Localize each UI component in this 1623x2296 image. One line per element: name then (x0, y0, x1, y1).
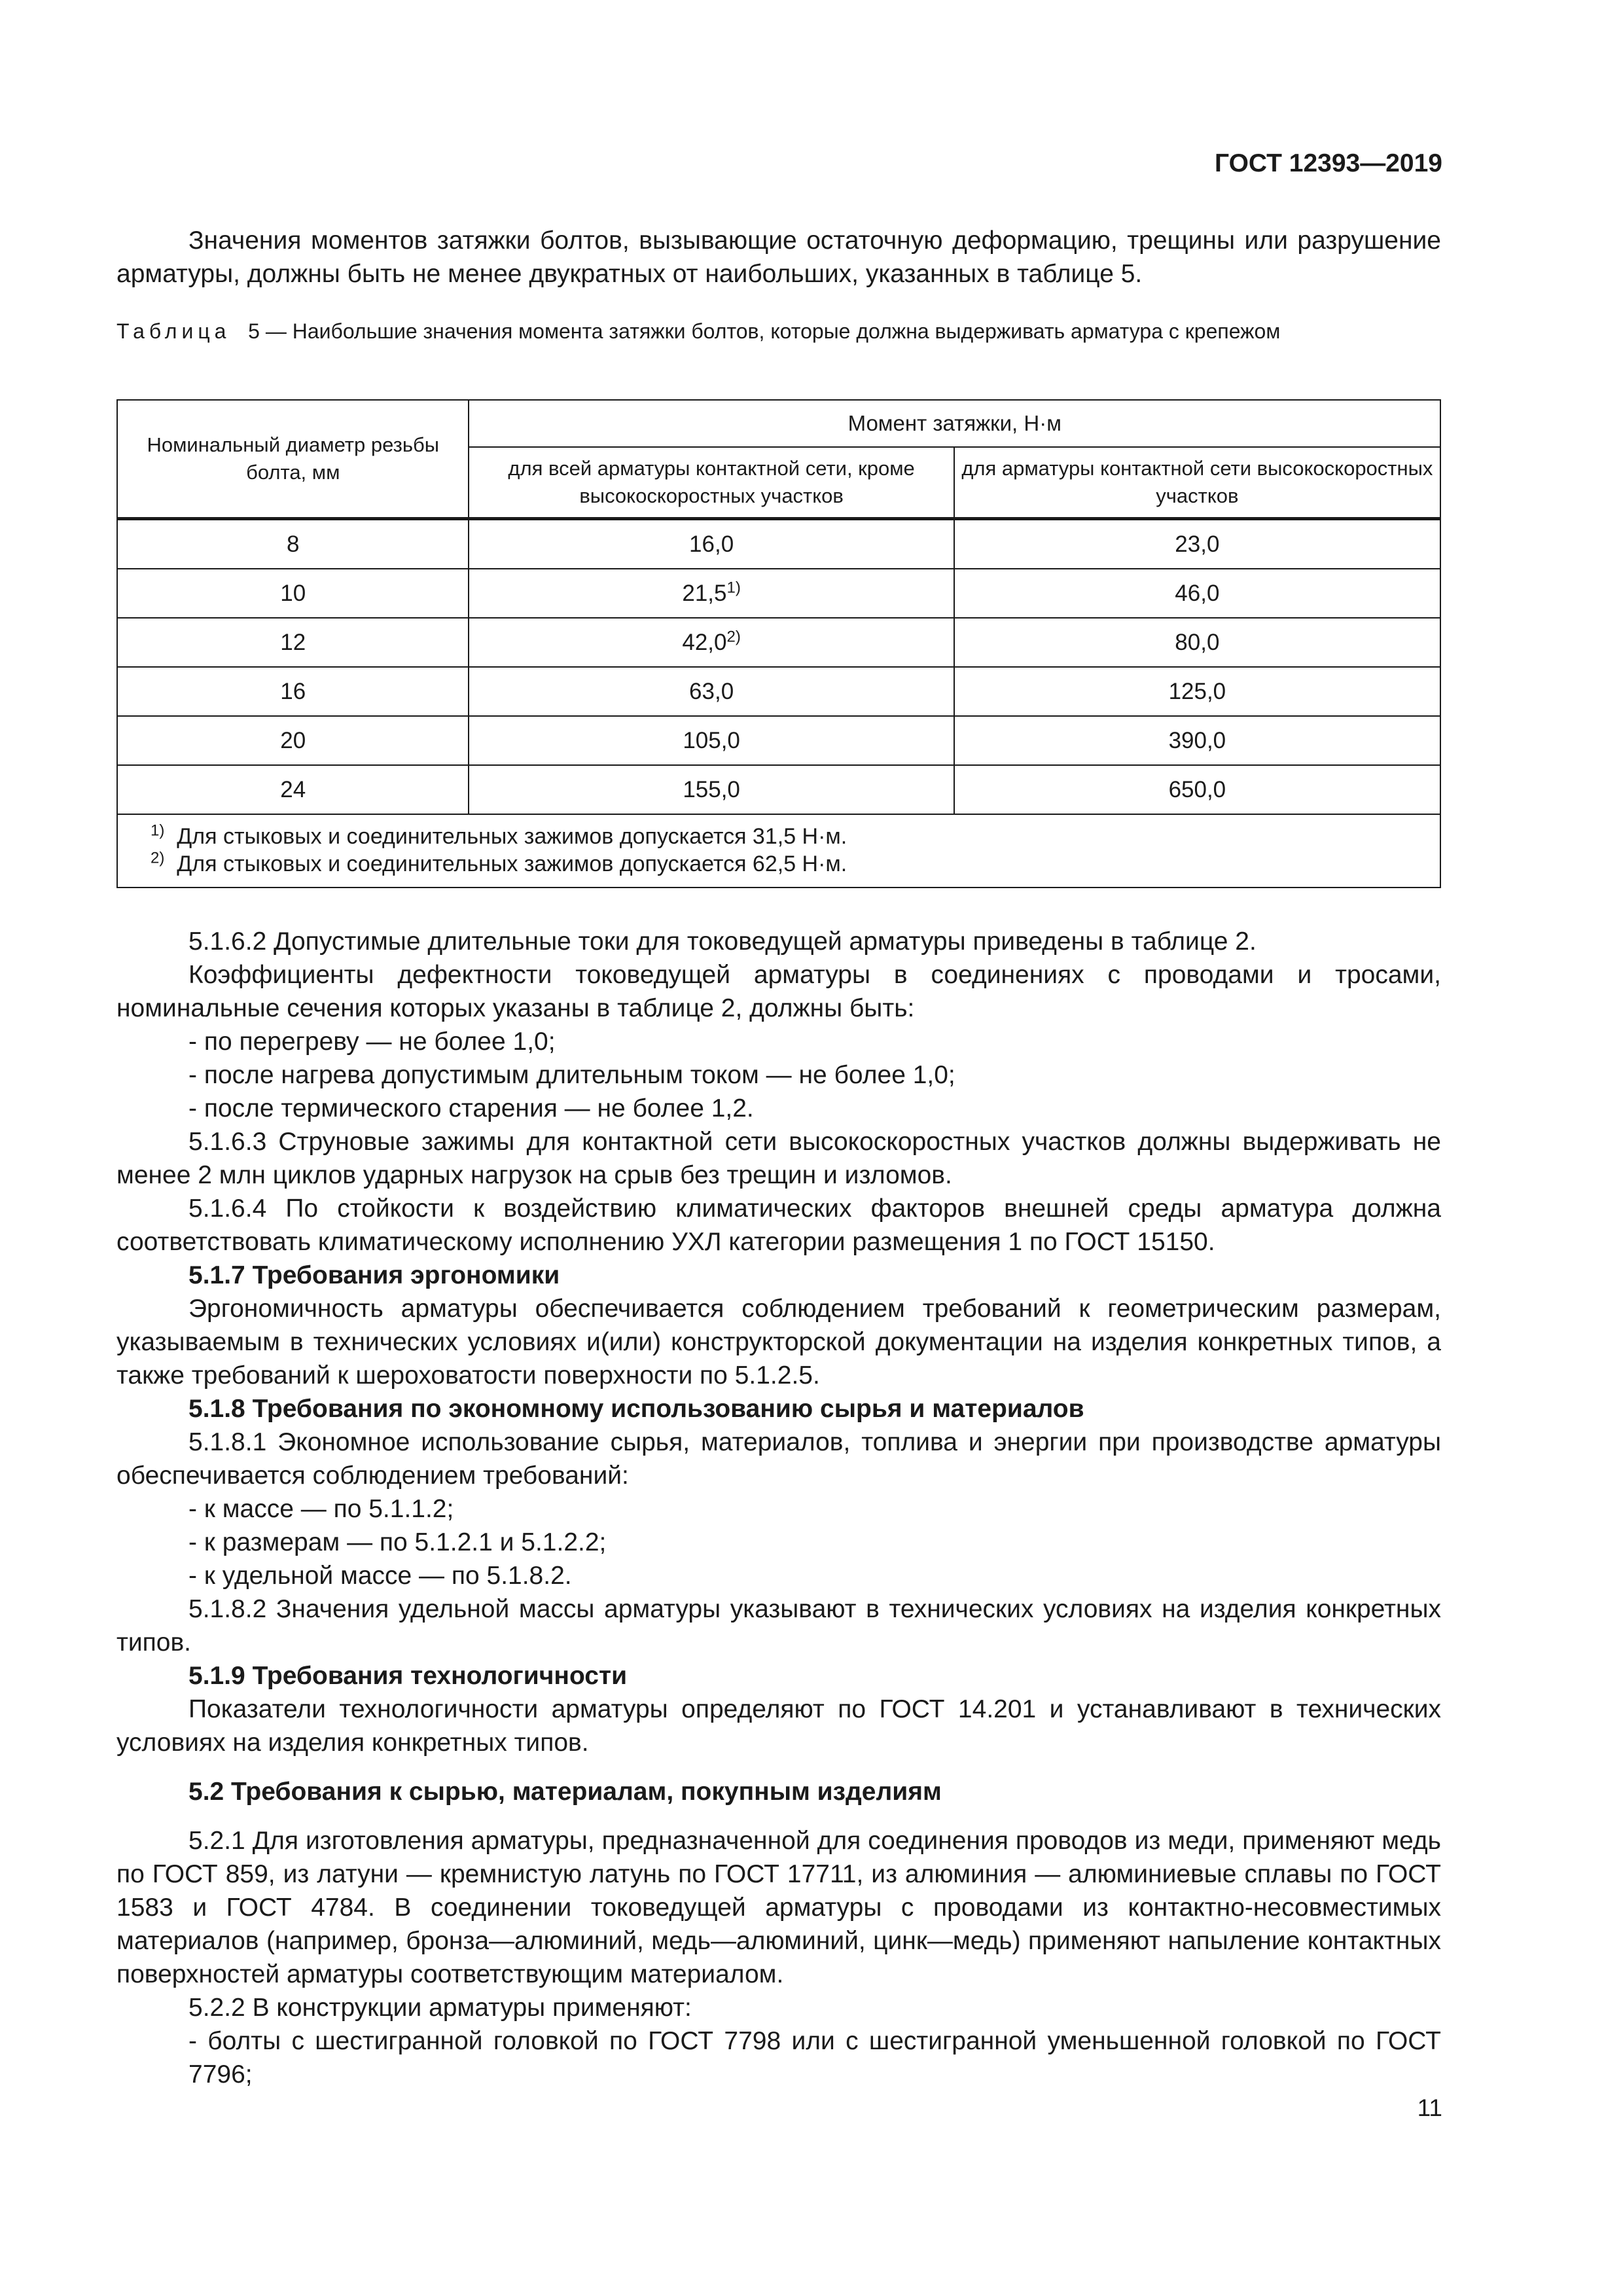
cell-diameter: 10 (117, 569, 469, 618)
heading-5-1-8: 5.1.8 Требования по экономному использованию сырья и материалов (188, 1395, 1084, 1423)
table-caption-label: Таблица (116, 319, 231, 343)
cell-torque-highspeed: 390,0 (954, 716, 1440, 765)
list-item: - болты с шестигранной головкой по ГОСТ 7798 или с шестигранной уменьшенной головкой по ГОСТ 7796; (188, 2027, 1441, 2089)
cell-torque-general: 21,5$^{1)}$ (469, 569, 954, 618)
table-caption (116, 317, 1441, 345)
footnote: $^{1)}$ Для стыковых и соединительных зажимов допускается 31,5 Н·м. (151, 821, 847, 849)
cell-torque-highspeed: 23,0 (954, 519, 1440, 569)
torque-table (116, 399, 1441, 888)
cell-torque-general: 16,0 (469, 519, 954, 569)
footnote-ref: 1) (726, 578, 741, 596)
document-header: ГОСТ 12393—2019 (1215, 149, 1442, 177)
paragraph-5-1-8-1: 5.1.8.1 Экономное использование сырья, материалов, топлива и энергии при производстве арматуры обеспечивается соблюдением требований: (116, 1428, 1441, 1490)
cell-torque-highspeed: 80,0 (954, 618, 1440, 667)
table-caption-text: 5 — Наибольшие значения момента затяжки болтов, которые должна выдерживать арматура с крепежом (248, 319, 1281, 343)
footnote-mark: 1) (151, 821, 165, 840)
paragraph-5-1-6-2: 5.1.6.2 Допустимые длительные токи для токоведущей арматуры приведены в таблице 2. (188, 927, 1257, 956)
paragraph-coefficients: Коэффициенты дефектности токоведущей арматуры в соединениях с проводами и тросами, номинальные сечения которых указаны в таблице 2, должны быть: (116, 961, 1441, 1022)
col-header-diameter: Номинальный диаметр резьбы болта, мм (117, 400, 469, 519)
body-text (116, 925, 1441, 2091)
table-footnotes (117, 814, 1440, 888)
table-header-row (117, 400, 1440, 447)
paragraph-5-1-9: Показатели технологичности арматуры определяют по ГОСТ 14.201 и устанавливают в технических условиях на изделия конкретных типов. (116, 1695, 1441, 1757)
cell-torque-highspeed: 650,0 (954, 765, 1440, 814)
heading-5-1-7: 5.1.7 Требования эргономики (188, 1261, 560, 1289)
table-row (117, 569, 1440, 618)
col-header-general: для всей арматуры контактной сети, кроме высокоскоростных участков (469, 447, 954, 519)
footnote-ref: 2) (726, 627, 741, 645)
table-footnotes-row (117, 814, 1440, 888)
paragraph-5-2-1: 5.2.1 Для изготовления арматуры, предназначенной для соединения проводов из меди, применяют медь по ГОСТ 859, из латуни — кремнистую латунь по ГОСТ 17711, из алюминия — алюминиевые сплавы по ГОСТ 1583 и ГОСТ 4784. В соединении токоведущей арматуры с проводами из контактно-несовместимых материалов (например, бронза—алюминий, медь—алюминий, цинк—медь) применяют напыление контактных поверхностей арматуры соответствующим материалом. (116, 1827, 1441, 1988)
col-group-header-torque: Момент затяжки, Н·м (469, 400, 1440, 447)
cell-diameter: 12 (117, 618, 469, 667)
list-item: - после нагрева допустимым длительным током — не более 1,0; (188, 1061, 955, 1089)
page-number: 11 (1417, 2094, 1442, 2121)
col-header-highspeed: для арматуры контактной сети высокоскоростных участков (954, 447, 1440, 519)
list-item: - к массе — по 5.1.1.2; (188, 1495, 454, 1523)
footnote-mark: 2) (151, 849, 165, 867)
cell-diameter: 20 (117, 716, 469, 765)
cell-torque-general: 42,0$^{2)}$ (469, 618, 954, 667)
cell-torque-highspeed: 125,0 (954, 667, 1440, 716)
paragraph-5-1-8-2: 5.1.8.2 Значения удельной массы арматуры указывают в технических условиях на изделия конкретных типов. (116, 1595, 1441, 1657)
cell-torque-general: 105,0 (469, 716, 954, 765)
list-item: - после термического старения — не более 1,2. (188, 1094, 754, 1122)
paragraph-5-1-6-3: 5.1.6.3 Струновые зажимы для контактной сети высокоскоростных участков должны выдерживать не менее 2 млн циклов ударных нагрузок на срыв без трещин и изломов. (116, 1128, 1441, 1189)
list-item: - к размерам — по 5.1.2.1 и 5.1.2.2; (188, 1528, 607, 1556)
table-row (117, 716, 1440, 765)
table-row (117, 618, 1440, 667)
table-row (117, 667, 1440, 716)
table-row (117, 519, 1440, 569)
cell-torque-general: 63,0 (469, 667, 954, 716)
heading-5-2: 5.2 Требования к сырью, материалам, покупным изделиям (188, 1778, 942, 1806)
intro-paragraph: Значения моментов затяжки болтов, вызывающие остаточную деформацию, трещины или разрушение арматуры, должны быть не менее двукратных от наибольших, указанных в таблице 5. (116, 226, 1441, 288)
cell-torque-general: 155,0 (469, 765, 954, 814)
list-item: - к удельной массе — по 5.1.8.2. (188, 1562, 572, 1590)
cell-diameter: 16 (117, 667, 469, 716)
table-row (117, 765, 1440, 814)
paragraph-5-1-6-4: 5.1.6.4 По стойкости к воздействию климатических факторов внешней среды арматура должна соответствовать климатическому исполнению УХЛ категории размещения 1 по ГОСТ 15150. (116, 1194, 1441, 1256)
footnote: $^{2)}$ Для стыковых и соединительных зажимов допускается 62,5 Н·м. (151, 849, 847, 876)
heading-5-1-9: 5.1.9 Требования технологичности (188, 1662, 628, 1690)
paragraph-5-2-2: 5.2.2 В конструкции арматуры применяют: (188, 1994, 692, 2022)
cell-diameter: 24 (117, 765, 469, 814)
cell-torque-highspeed: 46,0 (954, 569, 1440, 618)
paragraph-5-1-7: Эргономичность арматуры обеспечивается соблюдением требований к геометрическим размерам, указываемым в технических условиях и(или) конструкторской документации на изделия конкретных типов, а также требований к шероховатости поверхности по 5.1.2.5. (116, 1295, 1441, 1390)
list-item: - по перегреву — не более 1,0; (188, 1028, 556, 1056)
cell-diameter: 8 (117, 519, 469, 569)
